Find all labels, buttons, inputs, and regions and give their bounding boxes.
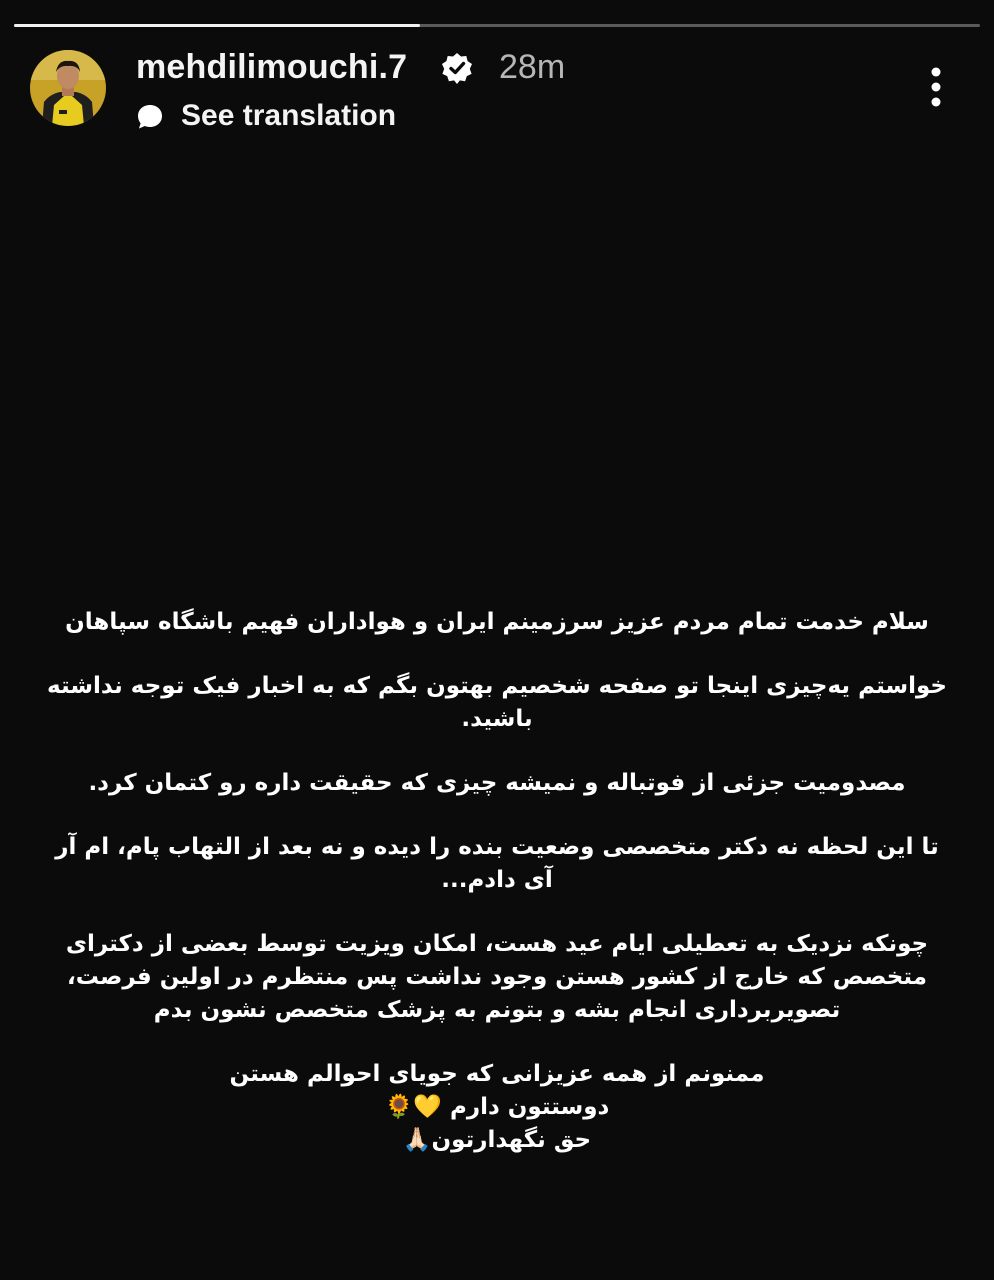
story-paragraph: خواستم یه‌چیزی اینجا تو صفحه شخصیم بهتون بگم که به اخبار فیک توجه نداشته باشید. <box>47 673 947 732</box>
username[interactable]: mehdilimouchi.7 <box>136 48 408 86</box>
story-paragraph: مصدومیت جزئی از فوتباله و نمیشه چیزی که حقیقت داره رو کتمان کرد. <box>88 770 906 796</box>
verified-badge-icon <box>440 51 474 85</box>
avatar[interactable] <box>30 50 106 126</box>
story-paragraph: سلام خدمت تمام مردم عزیز سرزمینم ایران و هواداران فهیم باشگاه سپاهان <box>65 609 929 635</box>
story-paragraph: چونکه نزدیک به تعطیلی ایام عید هست، امکان ویزیت توسط بعضی از دکترای متخصص که خارج از کشور هستن وجود نداشت پس منتظرم در اولین فرصت، تصویربرداری انجام بشه و بتونم به پزشک متخصص نشون بدم <box>65 931 929 1023</box>
translation-bubble-icon[interactable] <box>136 103 164 131</box>
see-translation-link[interactable]: See translation <box>181 99 397 132</box>
story-closing <box>40 1058 954 1157</box>
story-paragraph: تا این لحظه نه دکتر متخصصی وضعیت بنده را دیده و نه بعد از التهاب پام، ام آر آی دادم... <box>55 834 939 893</box>
post-time: 28m <box>499 48 566 86</box>
story-closing-line: ممنونم از همه عزیزانی که جویای احوالم هستن <box>229 1061 765 1087</box>
more-vertical-icon <box>920 66 952 110</box>
more-options-button[interactable] <box>920 66 952 110</box>
story-text <box>40 606 954 1157</box>
story-progress-fill <box>14 24 420 27</box>
story-closing-line: حق نگهدارتون🙏🏻 <box>402 1127 592 1153</box>
story-closing-line: دوستتون دارم 💛🌻 <box>384 1094 610 1120</box>
story-progress-bar <box>14 24 980 27</box>
